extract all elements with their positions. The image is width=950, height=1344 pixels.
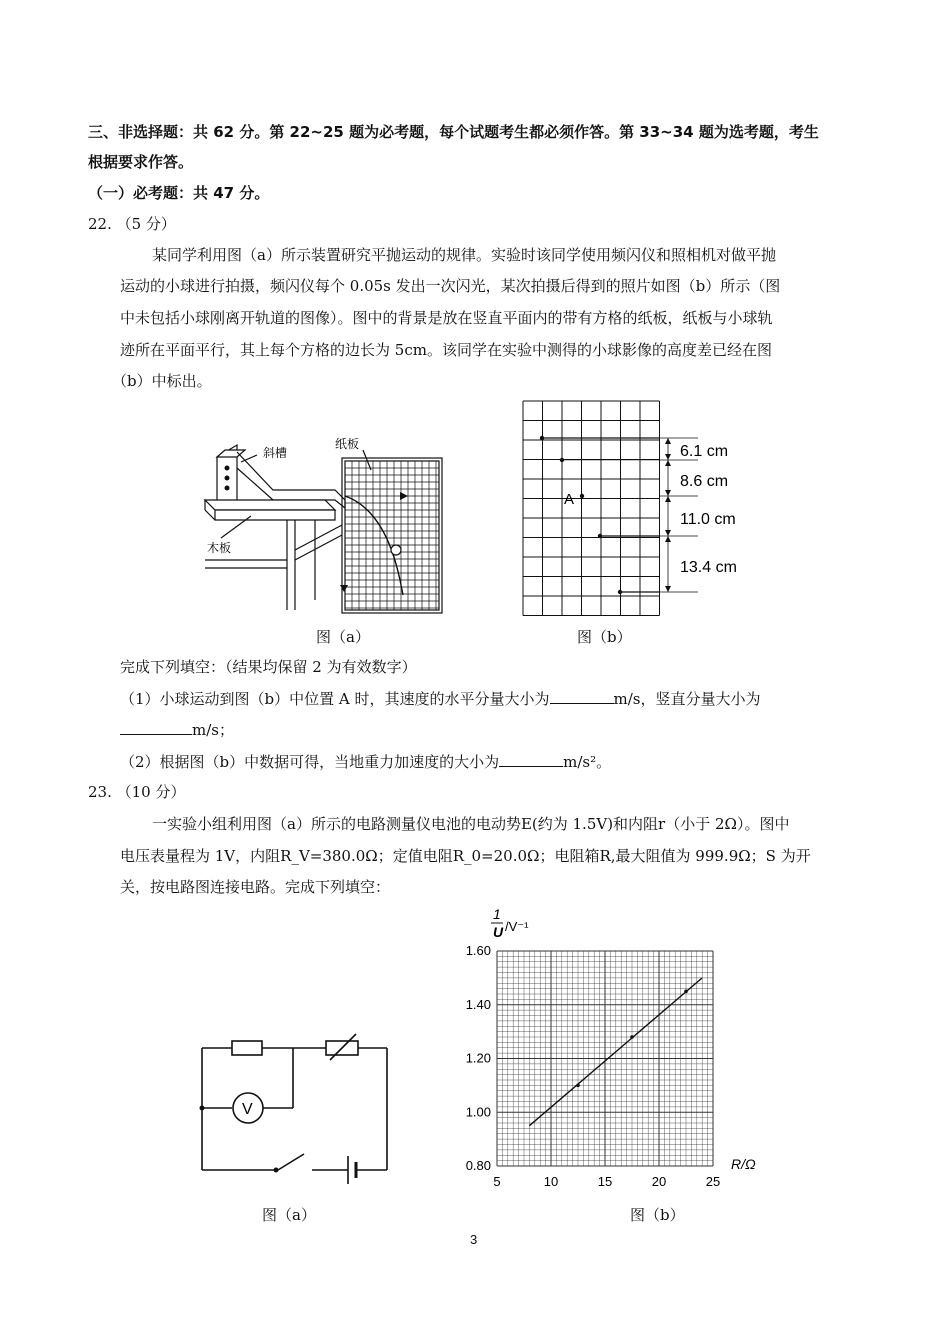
q23-fig-b-caption: 图（b） xyxy=(630,1206,685,1224)
q22-figure-a-apparatus xyxy=(195,430,455,625)
x-tick-label: 20 xyxy=(651,1174,667,1189)
answer-blank-vx[interactable] xyxy=(550,689,614,704)
q23-para-2: 电压表量程为 1V，内阻R_V=380.0Ω；定值电阻R_0=20.0Ω；电阻箱R,最大阻值为 999.9Ω；S 为开 xyxy=(120,847,811,865)
height-diff-4: 13.4 cm xyxy=(680,559,737,576)
q23-para-3: 关，按电路图连接电路。完成下列填空： xyxy=(120,878,391,896)
point-a-label: A xyxy=(564,491,575,508)
height-diff-2: 8.6 cm xyxy=(680,473,729,490)
data-point xyxy=(630,1035,634,1039)
q22-instructions: 完成下列填空：（结果均保留 2 为有效数字） xyxy=(120,658,417,676)
data-point xyxy=(684,990,688,994)
x-tick-label: 10 xyxy=(543,1174,559,1189)
q22-sub2 xyxy=(120,752,611,772)
q22-para-2: 运动的小球进行拍摄，频闪仪每个 0.05s 发出一次闪光，某次拍摄后得到的照片如图（b）所示（图 xyxy=(120,277,781,295)
x-tick-label: 5 xyxy=(493,1174,501,1189)
height-diff-3: 11.0 cm xyxy=(680,511,736,528)
q22-fig-b-caption: 图（b） xyxy=(577,628,632,646)
x-axis-label: R/Ω xyxy=(731,1156,756,1172)
fixed-resistor xyxy=(232,1041,262,1055)
q23-number: 23. （10 分） xyxy=(88,783,186,801)
y-axis-unit: /V⁻¹ xyxy=(505,919,529,934)
q22-sub1-text-c: m/s； xyxy=(192,721,234,739)
y-axis-label-denominator: U xyxy=(493,924,504,940)
q22-number: 22. （5 分） xyxy=(88,215,176,233)
y-tick-label: 1.60 xyxy=(465,943,491,958)
label-wood: 木板 xyxy=(207,541,232,555)
x-tick-label: 15 xyxy=(597,1174,613,1189)
section-header-cont: 根据要求作答。 xyxy=(88,153,194,171)
q23-figure-b-chart xyxy=(455,905,765,1210)
q22-fig-a-caption: 图（a） xyxy=(316,628,370,646)
q23-fig-a-caption: 图（a） xyxy=(262,1206,316,1224)
q22-para-3: 中未包括小球刚离开轨道的图像）。图中的背景是放在竖直平面内的带有方格的纸板，纸板与小球轨 xyxy=(120,309,773,327)
label-chute: 斜槽 xyxy=(263,446,288,460)
y-axis-label-numerator: 1 xyxy=(493,906,501,922)
q22-sub2-text-a: （2）根据图（b）中数据可得，当地重力加速度的大小为 xyxy=(120,753,500,771)
y-tick-label: 1.40 xyxy=(465,996,491,1012)
q22-sub1-cont xyxy=(120,720,234,740)
q22-sub1-text-a: （1）小球运动到图（b）中位置 A 时，其速度的水平分量大小为 xyxy=(120,690,550,708)
q23-para-1: 一实验小组利用图（a）所示的电路测量仪电池的电动势E(约为 1.5V)和内阻r（小于 2Ω）。图中 xyxy=(152,815,790,833)
voltmeter-symbol: V xyxy=(242,1101,253,1118)
answer-blank-vy[interactable] xyxy=(120,720,192,735)
page-number: 3 xyxy=(470,1232,478,1247)
q22-sub1-text-b: m/s，竖直分量大小为 xyxy=(613,690,761,708)
height-diff-1: 6.1 cm xyxy=(680,443,729,460)
q22-para-5: （b）中标出。 xyxy=(112,372,212,390)
q22-sub1 xyxy=(120,689,761,709)
q22-para-4: 迹所在平面平行，其上每个方格的边长为 5cm。该同学在实验中测得的小球影像的高度差已经在图 xyxy=(120,341,772,359)
switch xyxy=(278,1154,304,1170)
label-board: 纸板 xyxy=(335,437,360,451)
x-tick-label: 25 xyxy=(705,1174,721,1189)
q22-para-1: 某同学利用图（a）所示装置研究平抛运动的规律。实验时该同学使用频闪仪和照相机对做平抛 xyxy=(152,246,776,264)
q22-figure-b-grid xyxy=(520,398,750,618)
q22-sub2-text-b: m/s²。 xyxy=(563,753,612,771)
q23-figure-a-circuit xyxy=(190,1030,400,1190)
y-tick-label: 0.80 xyxy=(465,1158,491,1173)
data-point xyxy=(576,1084,580,1088)
section-header: 三、非选择题：共 62 分。第 22~25 题为必考题，每个试题考生都必须作答。第 33~34 题为选考题，考生 xyxy=(88,123,819,141)
answer-blank-g[interactable] xyxy=(499,752,563,767)
y-tick-label: 1.00 xyxy=(465,1104,491,1120)
y-tick-label: 1.20 xyxy=(465,1050,491,1066)
part1-title: （一）必考题：共 47 分。 xyxy=(88,184,270,202)
